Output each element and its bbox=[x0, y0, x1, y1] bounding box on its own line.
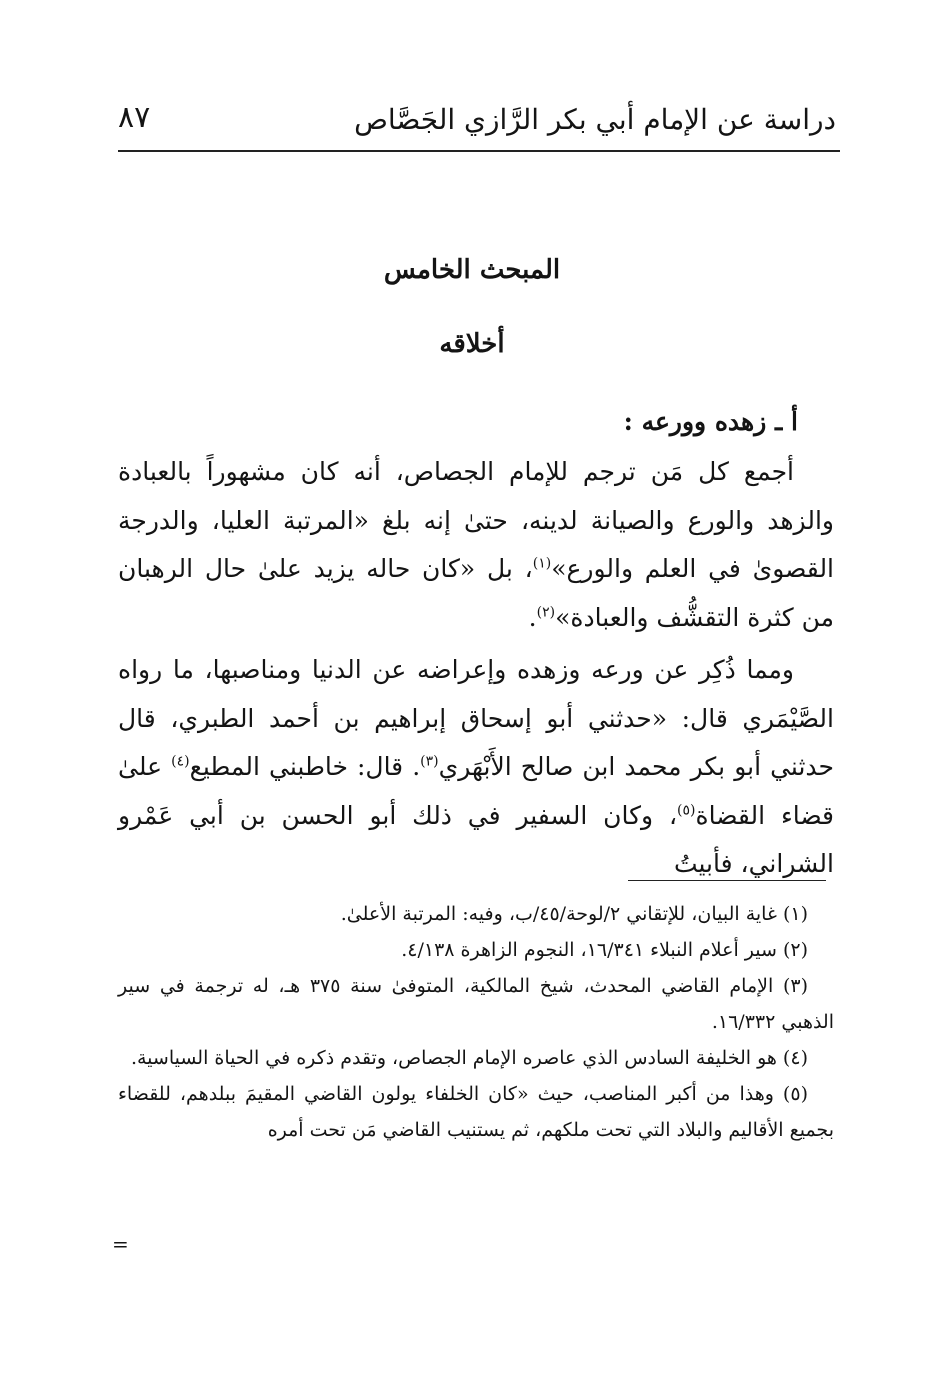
paragraph-2-text-2: . قال: خاطبني المطيع bbox=[189, 752, 421, 781]
body-text bbox=[118, 448, 834, 889]
paragraph-1 bbox=[118, 448, 834, 642]
footnote-rule bbox=[628, 880, 826, 881]
footnote-ref-2: (٢) bbox=[536, 604, 556, 621]
footnote-ref-3: (٣) bbox=[420, 753, 439, 770]
running-title: دراسة عن الإمام أبي بكر الرَّازي الجَصَّاص bbox=[354, 103, 836, 136]
paragraph-1-text-3: . bbox=[528, 602, 537, 632]
paragraph-2-text-4: ، وكان السفير في ذلك أبو الحسن بن أبي عَمْرو الشراني، فأبيتُ bbox=[118, 800, 834, 878]
footnote-ref-1: (١) bbox=[532, 555, 552, 572]
footnote-1: (١) غاية البيان، للإتقاني ٢/لوحة/٤٥/ب، وفيه: المرتبة الأعلىٰ. bbox=[340, 903, 808, 925]
paragraph-1-text: أجمع كل مَن ترجم للإمام الجصاص، أنه كان مشهوراً بالعبادة والزهد والورع والصيانة لدينه، حتىٰ إنه بلغ «المرتبة العليا، والدرجة القصوىٰ في العلم والورع» bbox=[118, 457, 835, 583]
header-rule bbox=[118, 150, 840, 152]
chapter-heading: أخلاقه bbox=[439, 329, 505, 359]
section-heading: المبحث الخامس bbox=[383, 255, 561, 285]
footnote-ref-4: (٤) bbox=[171, 753, 190, 770]
paragraph-1-text-2: ، بل «كان حاله يزيد علىٰ حال الرهبان من كثرة التقشُّف والعبادة» bbox=[118, 554, 834, 632]
footnote-4: (٤) هو الخليفة السادس الذي عاصره الإمام الجصاص، وتقدم ذكره في الحياة السياسية. bbox=[130, 1047, 808, 1069]
footnote-3: (٣) الإمام القاضي المحدث، شيخ المالكية، المتوفىٰ سنة ٣٧٥ هـ، له ترجمة في سير الذهبي ١٦/٣٣٢. bbox=[118, 975, 834, 1033]
footnote-ref-5: (٥) bbox=[677, 802, 696, 819]
continuation-mark: = bbox=[112, 1232, 129, 1256]
footnote-5: (٥) وهذا من أكبر المناصب، حيث «كان الخلفاء يولون القاضي المقيمَ ببلدهم، للقضاء بجميع الأقاليم والبلاد التي تحت ملكهم، ثم يستنيب القاضي مَن تحت أمره bbox=[118, 1083, 834, 1141]
paragraph-2-text-3: علىٰ قضاء القضاة bbox=[118, 752, 834, 830]
paragraph-2 bbox=[118, 646, 834, 889]
paragraph-2-text: ومما ذُكِر عن ورعه وزهده وإعراضه عن الدنيا ومناصبها، ما رواه الصَّيْمَري قال: «حدثني أبو إسحاق إبراهيم بن أحمد الطبري، قال حدثني أبو بكر محمد ابن صالح الأَبْهَري bbox=[118, 655, 834, 781]
footnotes bbox=[118, 896, 834, 1148]
footnote-2: (٢) سير أعلام النبلاء ١٦/٣٤١، النجوم الزاهرة ٤/١٣٨. bbox=[401, 939, 808, 961]
page-number: ٨٧ bbox=[118, 100, 151, 135]
running-header bbox=[118, 98, 836, 144]
subsection-heading: أ ـ زهده وورعه : bbox=[623, 407, 798, 436]
